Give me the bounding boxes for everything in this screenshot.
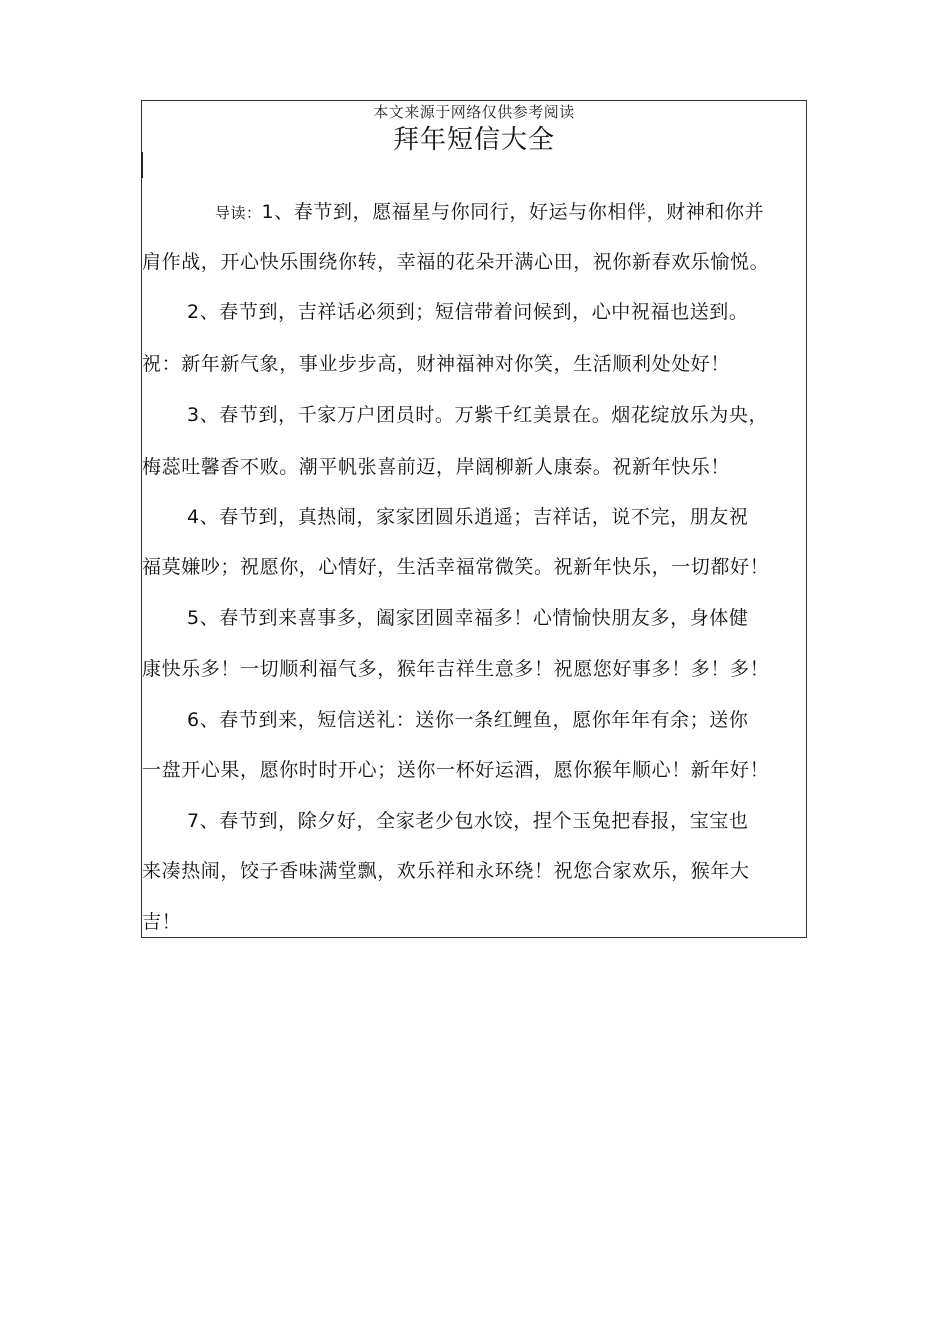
page-title: 拜年短信大全 — [392, 125, 555, 155]
paragraph-3-line-1: 3、春节到，千家万户团员时。万紫千红美景在。烟花绽放乐为央， — [187, 404, 769, 426]
paragraph-5-line-1: 5、春节到来喜事多，阖家团圆幸福多！心情愉快朋友多，身体健 — [187, 607, 749, 629]
lead-label: 导读： — [215, 204, 262, 222]
paragraph-4-line-2: 福莫嫌吵；祝愿你，心情好，生活幸福常微笑。祝新年快乐，一切都好！ — [142, 556, 770, 578]
paragraph-7-line-2: 来凑热闹，饺子香味满堂飘，欢乐祥和永环绕！祝您合家欢乐，猴年大 — [142, 860, 750, 882]
paragraph-2-line-1: 2、春节到，吉祥话必须到；短信带着问候到，心中祝福也送到。 — [187, 301, 749, 323]
source-note: 本文来源于网络仅供参考阅读 — [373, 103, 575, 121]
paragraph-1-line-1 — [215, 197, 895, 228]
paragraph-7-line-3: 吉！ — [142, 911, 182, 933]
paragraph-6-line-2: 一盘开心果，愿你时时开心；送你一杯好运酒，愿你猴年顺心！新年好！ — [142, 759, 770, 781]
paragraph-3-line-2: 梅蕊吐馨香不败。潮平帆张喜前迈，岸阔柳新人康泰。祝新年快乐！ — [142, 456, 731, 478]
paragraph-5-line-2: 康快乐多！一切顺利福气多，猴年吉祥生意多！祝愿您好事多！多！多！ — [142, 658, 770, 680]
paragraph-1-line-2: 肩作战，开心快乐围绕你转，幸福的花朵开满心田，祝你新春欢乐愉悦。 — [142, 251, 770, 273]
paragraph-2-line-2: 祝：新年新气象，事业步步高，财神福神对你笑，生活顺利处处好！ — [142, 353, 731, 375]
paragraph-4-line-1: 4、春节到，真热闹，家家团圆乐逍遥；吉祥话，说不完，朋友祝 — [187, 506, 749, 528]
paragraph-6-line-1: 6、春节到来，短信送礼：送你一条红鲤鱼，愿你年年有余；送你 — [187, 709, 749, 731]
paragraph-1-text: 1、春节到，愿福星与你同行，好运与你相伴，财神和你并 — [261, 201, 765, 223]
paragraph-7-line-1: 7、春节到，除夕好，全家老少包水饺，捏个玉兔把春报，宝宝也 — [187, 810, 749, 832]
